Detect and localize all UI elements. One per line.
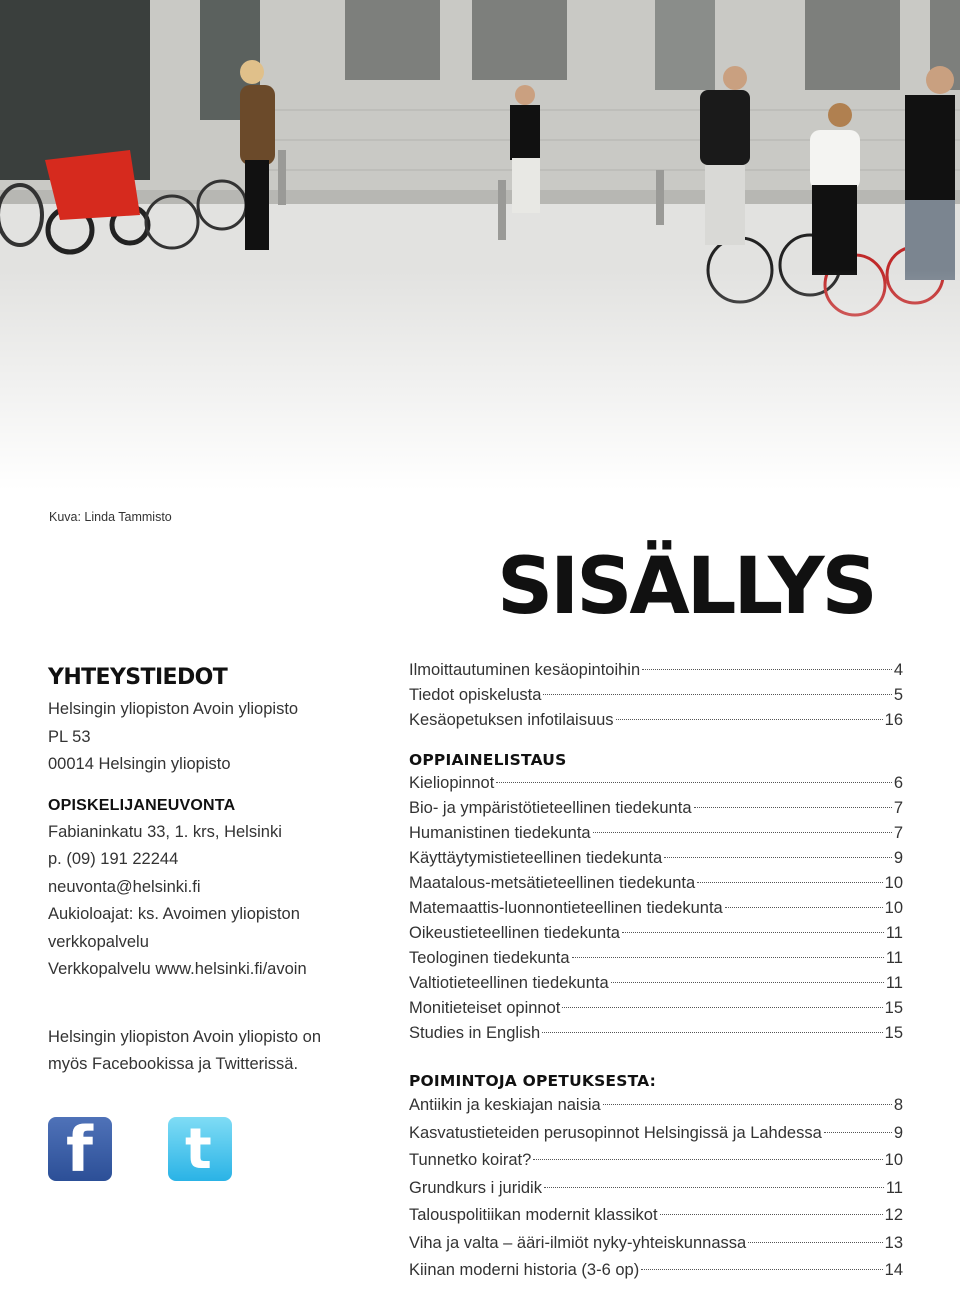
toc-entry[interactable] <box>409 846 903 871</box>
toc-entry-page: 11 <box>885 1178 903 1197</box>
street-photo <box>0 0 960 490</box>
toc-leader-dots <box>824 1132 892 1133</box>
toc-entry-page: 6 <box>893 774 903 792</box>
toc-entry[interactable] <box>409 821 903 846</box>
table-of-contents <box>409 658 903 1285</box>
toc-entry[interactable] <box>409 946 903 971</box>
toc-entry-page: 13 <box>884 1233 903 1252</box>
toc-leader-dots <box>622 932 884 933</box>
toc-leader-dots <box>611 982 884 983</box>
toc-entry-page: 9 <box>893 849 903 867</box>
social-text: myös Facebookissa ja Twitterissä. <box>48 1055 299 1073</box>
toc-leader-dots <box>641 1269 882 1270</box>
toc-entry-title: Humanistinen tiedekunta <box>409 824 591 842</box>
contact-info <box>48 665 388 1079</box>
toc-entry-page: 7 <box>893 799 903 817</box>
toc-entry[interactable] <box>409 1175 903 1203</box>
toc-entry-title: Kiinan moderni historia (3-6 op) <box>409 1261 640 1279</box>
advice-line: Fabianinkatu 33, 1. krs, Helsinki <box>48 822 282 841</box>
advice-email[interactable]: neuvonta@helsinki.fi <box>48 877 201 896</box>
toc-entry[interactable] <box>409 871 903 896</box>
toc-entry-title: Kesäopetuksen infotilaisuus <box>409 711 614 729</box>
page-title: SISÄLLYS <box>497 542 875 632</box>
advice-heading: OPISKELIJANEUVONTA <box>48 796 236 814</box>
contact-line: PL 53 <box>48 727 91 746</box>
toc-leader-dots <box>543 694 891 695</box>
toc-entry[interactable] <box>409 921 903 946</box>
toc-entry-title: Grundkurs i juridik <box>409 1178 542 1197</box>
toc-entry-title: Oikeustieteellinen tiedekunta <box>409 924 620 942</box>
contact-line: 00014 Helsingin yliopisto <box>48 755 231 773</box>
toc-leader-dots <box>664 857 892 858</box>
toc-entry-page: 10 <box>884 1151 903 1169</box>
toc-entry-title: Kasvatustieteiden perusopinnot Helsingissä ja Lahdessa <box>409 1123 822 1142</box>
facebook-icon[interactable] <box>48 1113 112 1186</box>
toc-leader-dots <box>593 832 892 833</box>
toc-entry-title: Maatalous-metsätieteellinen tiedekunta <box>409 874 696 892</box>
toc-entry[interactable] <box>409 708 903 733</box>
toc-entry-title: Bio- ja ympäristötieteellinen tiedekunta <box>409 799 692 817</box>
toc-entry-title: Tunnetko koirat? <box>409 1151 532 1169</box>
toc-entry-title: Tiedot opiskelusta <box>409 686 542 704</box>
toc-entry[interactable] <box>409 1257 903 1285</box>
toc-entry[interactable] <box>409 996 903 1021</box>
toc-entry-title: Talouspolitiikan modernit klassikot <box>409 1206 658 1224</box>
toc-entry-page: 14 <box>884 1261 903 1279</box>
toc-leader-dots <box>542 1032 882 1033</box>
toc-entry[interactable] <box>409 1202 903 1230</box>
social-text: Helsingin yliopiston Avoin yliopisto on <box>48 1027 322 1046</box>
toc-leader-dots <box>533 1159 882 1160</box>
toc-entry-page: 9 <box>893 1123 903 1142</box>
toc-leader-dots <box>748 1242 882 1243</box>
toc-entry-page: 4 <box>893 661 903 679</box>
toc-entry-title: Kieliopinnot <box>409 774 495 792</box>
toc-entry-page: 10 <box>884 874 903 892</box>
toc-entry-title: Monitieteiset opinnot <box>409 999 561 1017</box>
advice-line: Aukioloajat: ks. Avoimen yliopiston <box>48 905 300 923</box>
toc-entry[interactable] <box>409 971 903 996</box>
toc-entry-page: 15 <box>884 1024 903 1042</box>
toc-entry-page: 15 <box>884 999 903 1017</box>
toc-entry[interactable] <box>409 1092 903 1120</box>
advice-line: p. (09) 191 22244 <box>48 850 179 868</box>
toc-entry-page: 10 <box>884 899 903 917</box>
toc-leader-dots <box>562 1007 882 1008</box>
toc-entry-page: 8 <box>893 1096 903 1114</box>
toc-leader-dots <box>544 1187 884 1188</box>
toc-entry-page: 11 <box>885 974 903 992</box>
toc-leader-dots <box>496 782 892 783</box>
toc-leader-dots <box>572 957 884 958</box>
subjects-heading: OPPIAINELISTAUS <box>409 751 567 769</box>
toc-entry-title: Valtiotieteellinen tiedekunta <box>409 974 609 992</box>
toc-entry[interactable] <box>409 1021 903 1046</box>
website-link[interactable]: Verkkopalvelu www.helsinki.fi/avoin <box>48 960 307 978</box>
toc-entry-page: 5 <box>893 686 903 704</box>
twitter-glyph: t <box>185 1117 212 1182</box>
contact-heading: YHTEYSTIEDOT <box>48 665 228 690</box>
toc-entry-title: Teologinen tiedekunta <box>409 949 570 967</box>
toc-leader-dots <box>616 719 883 720</box>
toc-entry[interactable] <box>409 658 903 683</box>
toc-leader-dots <box>697 882 882 883</box>
toc-entry-title: Antiikin ja keskiajan naisia <box>409 1096 601 1114</box>
advice-line: verkkopalvelu <box>48 932 149 951</box>
toc-entry-page: 12 <box>884 1206 903 1224</box>
photo-caption: Kuva: Linda Tammisto <box>49 510 172 524</box>
toc-entry-title: Ilmoittautuminen kesäopintoihin <box>409 661 641 679</box>
toc-entry[interactable] <box>409 1230 903 1258</box>
toc-entry-title: Matemaattis-luonnontieteellinen tiedekunta <box>409 899 723 917</box>
twitter-icon[interactable] <box>168 1117 232 1181</box>
toc-entry-page: 7 <box>893 824 903 842</box>
toc-entry-page: 16 <box>884 711 903 729</box>
toc-entry[interactable] <box>409 683 903 708</box>
toc-entry[interactable] <box>409 796 903 821</box>
toc-entry-title: Viha ja valta – ääri-ilmiöt nyky-yhteiskunnassa <box>409 1233 747 1252</box>
toc-leader-dots <box>603 1104 892 1105</box>
toc-leader-dots <box>660 1214 883 1215</box>
toc-entry[interactable] <box>409 771 903 796</box>
toc-entry-title: Studies in English <box>409 1024 541 1042</box>
toc-entry-title: Käyttäytymistieteellinen tiedekunta <box>409 849 663 867</box>
toc-entry-page: 11 <box>885 924 903 942</box>
toc-entry-page: 11 <box>885 949 903 967</box>
contact-line: Helsingin yliopiston Avoin yliopisto <box>48 700 299 718</box>
toc-leader-dots <box>725 907 883 908</box>
toc-entry[interactable] <box>409 1120 903 1148</box>
facebook-glyph: f <box>66 1113 93 1186</box>
toc-leader-dots <box>642 669 892 670</box>
toc-entry[interactable] <box>409 896 903 921</box>
toc-leader-dots <box>694 807 892 808</box>
picks-heading: POIMINTOJA OPETUKSESTA: <box>409 1072 657 1090</box>
toc-entry[interactable] <box>409 1147 903 1175</box>
